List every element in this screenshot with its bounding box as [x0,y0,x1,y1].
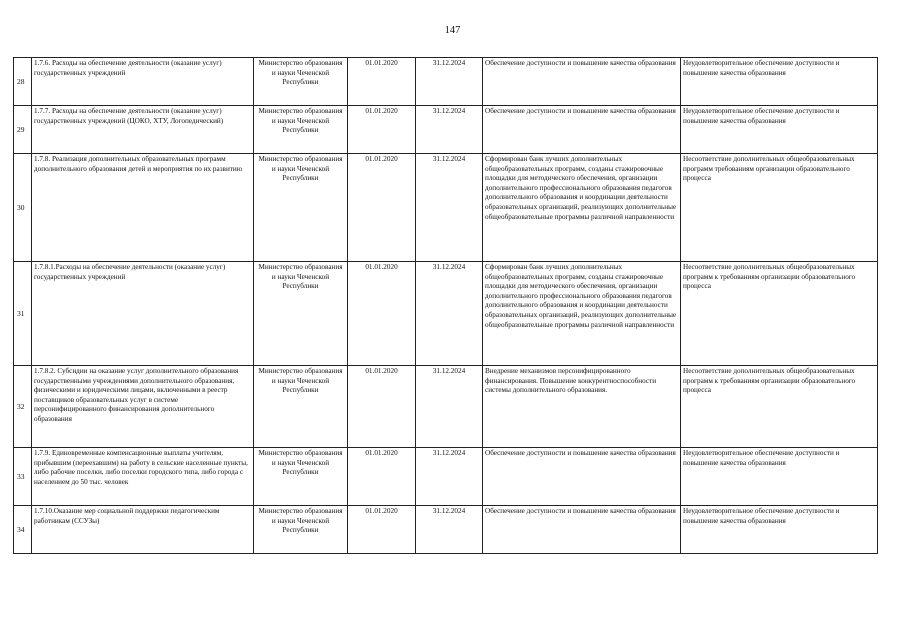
executor: Министерство образования и науки Чеченской Республики [254,106,348,154]
measure-name: 1.7.8.2. Субсидии на оказание услуг дополнительного образования государственными учреждениями дополнительного образования, физическими и юридическими лицами, включенными в реестр поставщиков образовательных услуг в системе персонифицированного финансирования дополнительного образования [32,366,254,448]
executor: Министерство образования и науки Чеченской Республики [254,154,348,262]
row-number: 30 [14,154,32,262]
table-row [14,58,878,106]
expected-result: Внедрение механизмов персонифицированного финансирования. Повышение конкурентноспособности системы дополнительного образования. [483,366,681,448]
row-number: 31 [14,262,32,366]
table-row [14,448,878,506]
expected-result: Обеспечение доступности и повышение качества образования [483,506,681,554]
end-date: 31.12.2024 [416,262,483,366]
executor: Министерство образования и науки Чеченской Республики [254,506,348,554]
row-number: 32 [14,366,32,448]
start-date: 01.01.2020 [348,506,416,554]
risk-consequence: Неудовлетворительное обеспечение доступности и повышение качества образования [681,58,878,106]
executor: Министерство образования и науки Чеченской Республики [254,262,348,366]
executor: Министерство образования и науки Чеченской Республики [254,448,348,506]
table-row [14,366,878,448]
start-date: 01.01.2020 [348,154,416,262]
row-number: 28 [14,58,32,106]
start-date: 01.01.2020 [348,58,416,106]
executor: Министерство образования и науки Чеченской Республики [254,58,348,106]
end-date: 31.12.2024 [416,58,483,106]
risk-consequence: Неудовлетворительное обеспечение доступности и повышение качества образования [681,448,878,506]
measure-name: 1.7.10.Оказание мер социальной поддержки педагогическим работникам (ССУЗы) [32,506,254,554]
table-row [14,106,878,154]
table-row [14,262,878,366]
start-date: 01.01.2020 [348,262,416,366]
measure-name: 1.7.7. Расходы на обеспечение деятельности (оказание услуг) государственных учреждений (ЦОКО, ХТУ, Логопедический) [32,106,254,154]
row-number: 29 [14,106,32,154]
expected-result: Обеспечение доступности и повышение качества образования [483,106,681,154]
program-measures-table [13,57,878,554]
end-date: 31.12.2024 [416,506,483,554]
start-date: 01.01.2020 [348,448,416,506]
end-date: 31.12.2024 [416,366,483,448]
executor: Министерство образования и науки Чеченской Республики [254,366,348,448]
table-row [14,506,878,554]
page-number: 147 [444,25,461,36]
program-table-container [13,57,878,554]
expected-result: Обеспечение доступности и повышение качества образования [483,448,681,506]
measure-name: 1.7.8. Реализация дополнительных образовательных программ дополнительного образования детей и мероприятия по их развитию [32,154,254,262]
end-date: 31.12.2024 [416,448,483,506]
measure-name: 1.7.9. Единовременные компенсационные выплаты учителям, прибывшим (переехавшим) на работу в сельские населенные пункты, либо рабочие поселки, либо поселки городского типа, либо города с населением до 50 тыс. человек [32,448,254,506]
start-date: 01.01.2020 [348,366,416,448]
measure-name: 1.7.8.1.Расходы на обеспечение деятельности (оказание услуг) государственных учреждений [32,262,254,366]
expected-result: Сформирован банк лучших дополнительных общеобразовательных программ, созданы стажировочные площадки для методического обеспечения, организации дополнительного профессионального образования педагогов дополнительного образования и координации деятельности образовательных организаций, реализующих дополнительные общеобразовательные программы различной направленности [483,154,681,262]
risk-consequence: Неудовлетворительное обеспечение доступности и повышение качества образования [681,106,878,154]
expected-result: Сформирован банк лучших дополнительных общеобразовательных программ, созданы стажировочные площадки для методического обеспечения, организации дополнительного профессионального образования педагогов дополнительного образования и координации деятельности образовательных организаций, реализующих дополнительные общеобразовательные программы различной направленности [483,262,681,366]
risk-consequence: Несоответствие дополнительных общеобразовательных программ к требованиям организации образовательного процесса [681,366,878,448]
risk-consequence: Несоответствие дополнительных общеобразовательных программ к требованиям организации образовательного процесса [681,262,878,366]
measure-name: 1.7.6. Расходы на обеспечение деятельности (оказание услуг) государственных учреждений [32,58,254,106]
risk-consequence: Несоответствие дополнительных общеобразовательных программ требованиям организации образовательного процесса [681,154,878,262]
risk-consequence: Неудовлетворительное обеспечение доступности и повышение качества образования [681,506,878,554]
end-date: 31.12.2024 [416,154,483,262]
table-row [14,154,878,262]
end-date: 31.12.2024 [416,106,483,154]
start-date: 01.01.2020 [348,106,416,154]
row-number: 33 [14,448,32,506]
expected-result: Обеспечение доступности и повышение качества образования [483,58,681,106]
table-body [14,58,878,554]
row-number: 34 [14,506,32,554]
